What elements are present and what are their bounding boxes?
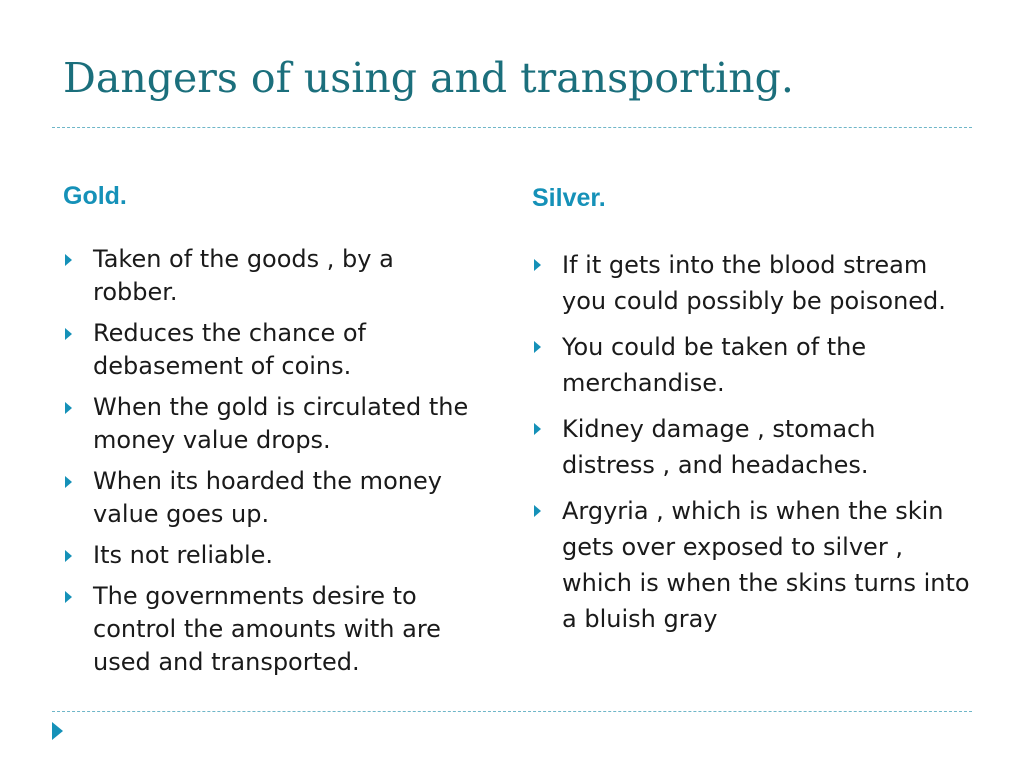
bullet-arrow-icon xyxy=(65,550,72,562)
gold-bullet-item xyxy=(63,243,483,309)
silver-bullet-item xyxy=(532,247,972,319)
bullet-arrow-icon xyxy=(65,476,72,488)
silver-bullet-item xyxy=(532,411,972,483)
corner-arrow-icon xyxy=(52,722,63,740)
gold-bullet-text: Its not reliable. xyxy=(93,541,273,569)
bullet-arrow-icon xyxy=(65,591,72,603)
gold-heading: Gold. xyxy=(63,182,127,210)
silver-bullet-item xyxy=(532,329,972,401)
silver-bullet-list xyxy=(532,247,972,647)
silver-bullet-text: You could be taken of the merchandise. xyxy=(562,333,867,397)
silver-heading: Silver. xyxy=(532,184,606,212)
gold-bullet-item xyxy=(63,391,483,457)
bullet-arrow-icon xyxy=(534,423,541,435)
gold-bullet-item xyxy=(63,317,483,383)
gold-bullet-text: Taken of the goods , by a robber. xyxy=(93,245,394,306)
silver-bullet-item xyxy=(532,493,972,637)
slide-title: Dangers of using and transporting. xyxy=(63,54,794,102)
gold-bullet-list xyxy=(63,243,483,687)
gold-bullet-item xyxy=(63,580,483,679)
bottom-divider xyxy=(52,711,972,712)
silver-bullet-text: If it gets into the blood stream you could possibly be poisoned. xyxy=(562,251,946,315)
silver-bullet-text: Kidney damage , stomach distress , and headaches. xyxy=(562,415,876,479)
gold-bullet-text: Reduces the chance of debasement of coins. xyxy=(93,319,366,380)
gold-bullet-text: When the gold is circulated the money value drops. xyxy=(93,393,469,454)
bullet-arrow-icon xyxy=(65,254,72,266)
bullet-arrow-icon xyxy=(534,505,541,517)
bullet-arrow-icon xyxy=(534,341,541,353)
silver-bullet-text: Argyria , which is when the skin gets over exposed to silver , which is when the skins turns into a bluish gray xyxy=(562,497,970,633)
gold-bullet-item xyxy=(63,539,483,572)
top-divider xyxy=(52,127,972,128)
gold-bullet-text: When its hoarded the money value goes up. xyxy=(93,467,442,528)
bullet-arrow-icon xyxy=(65,328,72,340)
gold-bullet-text: The governments desire to control the amounts with are used and transported. xyxy=(93,582,441,676)
bullet-arrow-icon xyxy=(534,259,541,271)
bullet-arrow-icon xyxy=(65,402,72,414)
gold-bullet-item xyxy=(63,465,483,531)
